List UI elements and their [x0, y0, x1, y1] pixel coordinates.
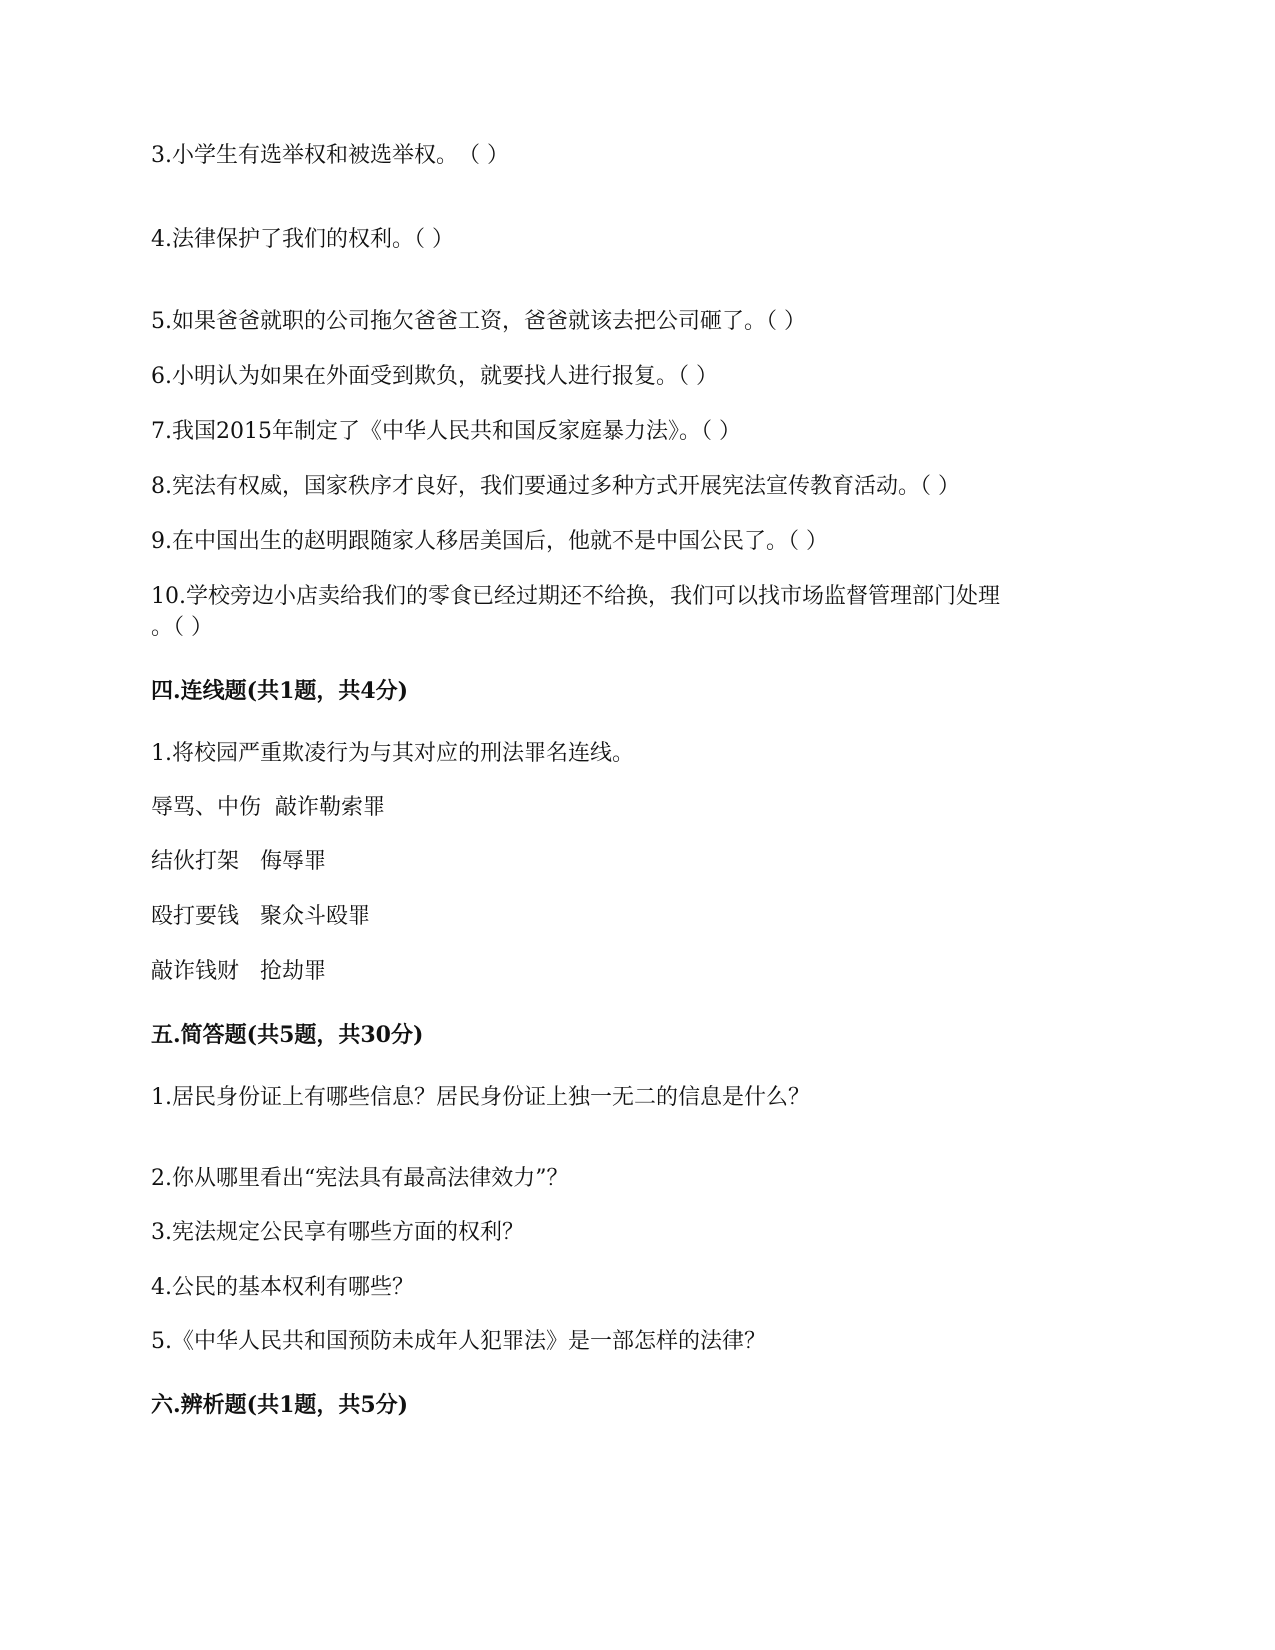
judgment-item-8: 8.宪法有权威，国家秩序才良好，我们要通过多种方式开展宪法宣传教育活动。（ ） [151, 474, 960, 499]
short-answer-5: 5.《中华人民共和国预防未成年人犯罪法》是一部怎样的法律？ [151, 1329, 766, 1354]
section-6-heading: 六.辨析题(共1题，共5分) [151, 1392, 409, 1418]
judgment-item-10-line2: 。（ ） [151, 615, 213, 640]
judgment-item-9: 9.在中国出生的赵明跟随家人移居美国后，他就不是中国公民了。（ ） [151, 529, 828, 554]
judgment-item-5: 5.如果爸爸就职的公司拖欠爸爸工资，爸爸就该去把公司砸了。（ ） [151, 309, 806, 334]
short-answer-2: 2.你从哪里看出“宪法具有最高法律效力”？ [151, 1166, 569, 1191]
short-answer-4: 4.公民的基本权利有哪些？ [151, 1275, 414, 1300]
judgment-item-4: 4.法律保护了我们的权利。（ ） [151, 227, 454, 252]
judgment-item-7: 7.我国2015年制定了《中华人民共和国反家庭暴力法》。（ ） [151, 419, 741, 444]
matching-pair-3: 殴打要钱 聚众斗殴罪 [151, 904, 370, 929]
section-4-question: 1.将校园严重欺凌行为与其对应的刑法罪名连线。 [151, 741, 634, 766]
judgment-item-10-line1: 10.学校旁边小店卖给我们的零食已经过期还不给换，我们可以找市场监督管理部门处理 [151, 584, 1000, 609]
matching-pair-4: 敲诈钱财 抢劫罪 [151, 959, 326, 984]
judgment-item-3: 3.小学生有选举权和被选举权。 （ ） [151, 143, 509, 168]
short-answer-3: 3.宪法规定公民享有哪些方面的权利？ [151, 1220, 524, 1245]
matching-pair-2: 结伙打架 侮辱罪 [151, 849, 326, 874]
matching-pair-1: 辱骂、中伤 敲诈勒索罪 [151, 795, 385, 820]
short-answer-1: 1.居民身份证上有哪些信息？居民身份证上独一无二的信息是什么？ [151, 1085, 810, 1110]
section-5-heading: 五.简答题(共5题，共30分) [151, 1022, 424, 1048]
judgment-item-6: 6.小明认为如果在外面受到欺负，就要找人进行报复。（ ） [151, 364, 718, 389]
section-4-heading: 四.连线题(共1题，共4分) [151, 678, 409, 704]
